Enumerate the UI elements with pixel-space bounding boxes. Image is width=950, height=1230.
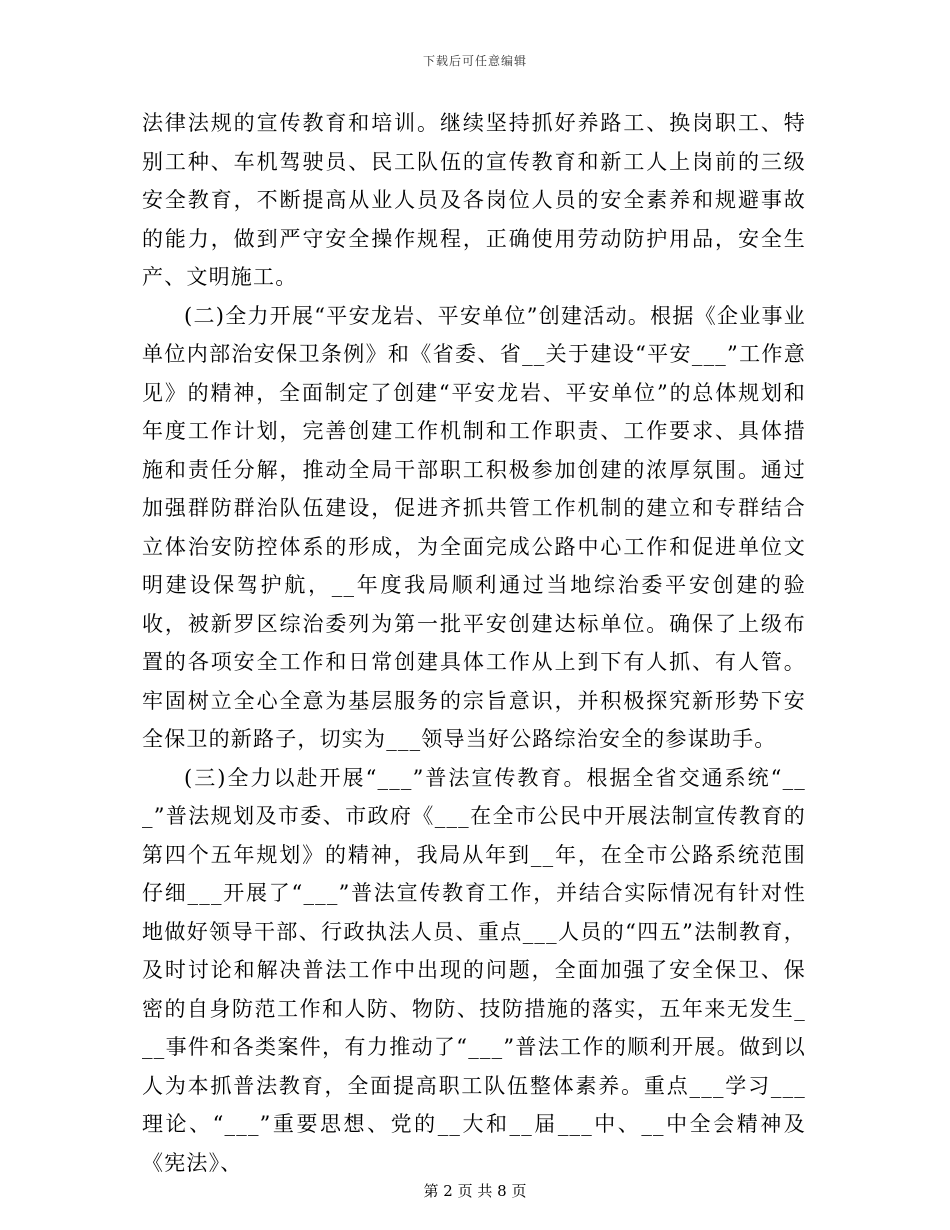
paragraph-section-3: (三)全力以赴开展“___”普法宣传教育。根据全省交通系统“___”普法规划及市委、市政府《___在全市公民中开展法制宣传教育的第四个五年规划》的精神，我局从年到__年，在全市公路系统范围仔细___开展了“___”普法宣传教育工作，并结合实际情况有针对性地做好领导干部、行政执法人员、重点___人员的“四五”法制教育，及时讨论和解决普法工作中出现的问题，全面加强了安全保卫、保密的自身防范工作和人防、物防、技防措施的落实，五年来无发生___事件和各类案件，有力推动了“___”普法工作的顺利开展。做到以人为本抓普法教育，全面提高职工队伍整体素养。重点___学习___理论、“___”重要思想、党的__大和__届___中、__中全会精神及《宪法》、 [142,765,806,1175]
document-body [142,104,806,1182]
page-number-footer: 第 2 页 共 8 页 [423,1182,527,1200]
page-header-note: 下载后可任意编辑 [422,54,527,68]
paragraph-continued: 法律法规的宣传教育和培训。继续坚持抓好养路工、换岗职工、特别工种、车机驾驶员、民工队伍的宣传教育和新工人上岗前的三级安全教育，不断提高从业人员及各岗位人员的安全素养和规避事故的能力，做到严守安全操作规程，正确使用劳动防护用品，安全生产、文明施工。 [142,111,806,289]
paragraph-section-2: (二)全力开展“平安龙岩、平安单位”创建活动。根据《企业事业单位内部治安保卫条例》和《省委、省__关于建设“平安___”工作意见》的精神，全面制定了创建“平安龙岩、平安单位”的总体规划和年度工作计划，完善创建工作机制和工作职责、工作要求、具体措施和责任分解，推动全局干部职工积极参加创建的浓厚氛围。通过加强群防群治队伍建设，促进齐抓共管工作机制的建立和专群结合立体治安防控体系的形成，为全面完成公路中心工作和促进单位文明建设保驾护航，__年度我局顺利通过当地综治委平安创建的验收，被新罗区综治委列为第一批平安创建达标单位。确保了上级布置的各项安全工作和日常创建具体工作从上到下有人抓、有人管。牢固树立全心全意为基层服务的宗旨意识，并积极探究新形势下安全保卫的新路子，切实为___领导当好公路综治安全的参谋助手。 [142,303,806,751]
